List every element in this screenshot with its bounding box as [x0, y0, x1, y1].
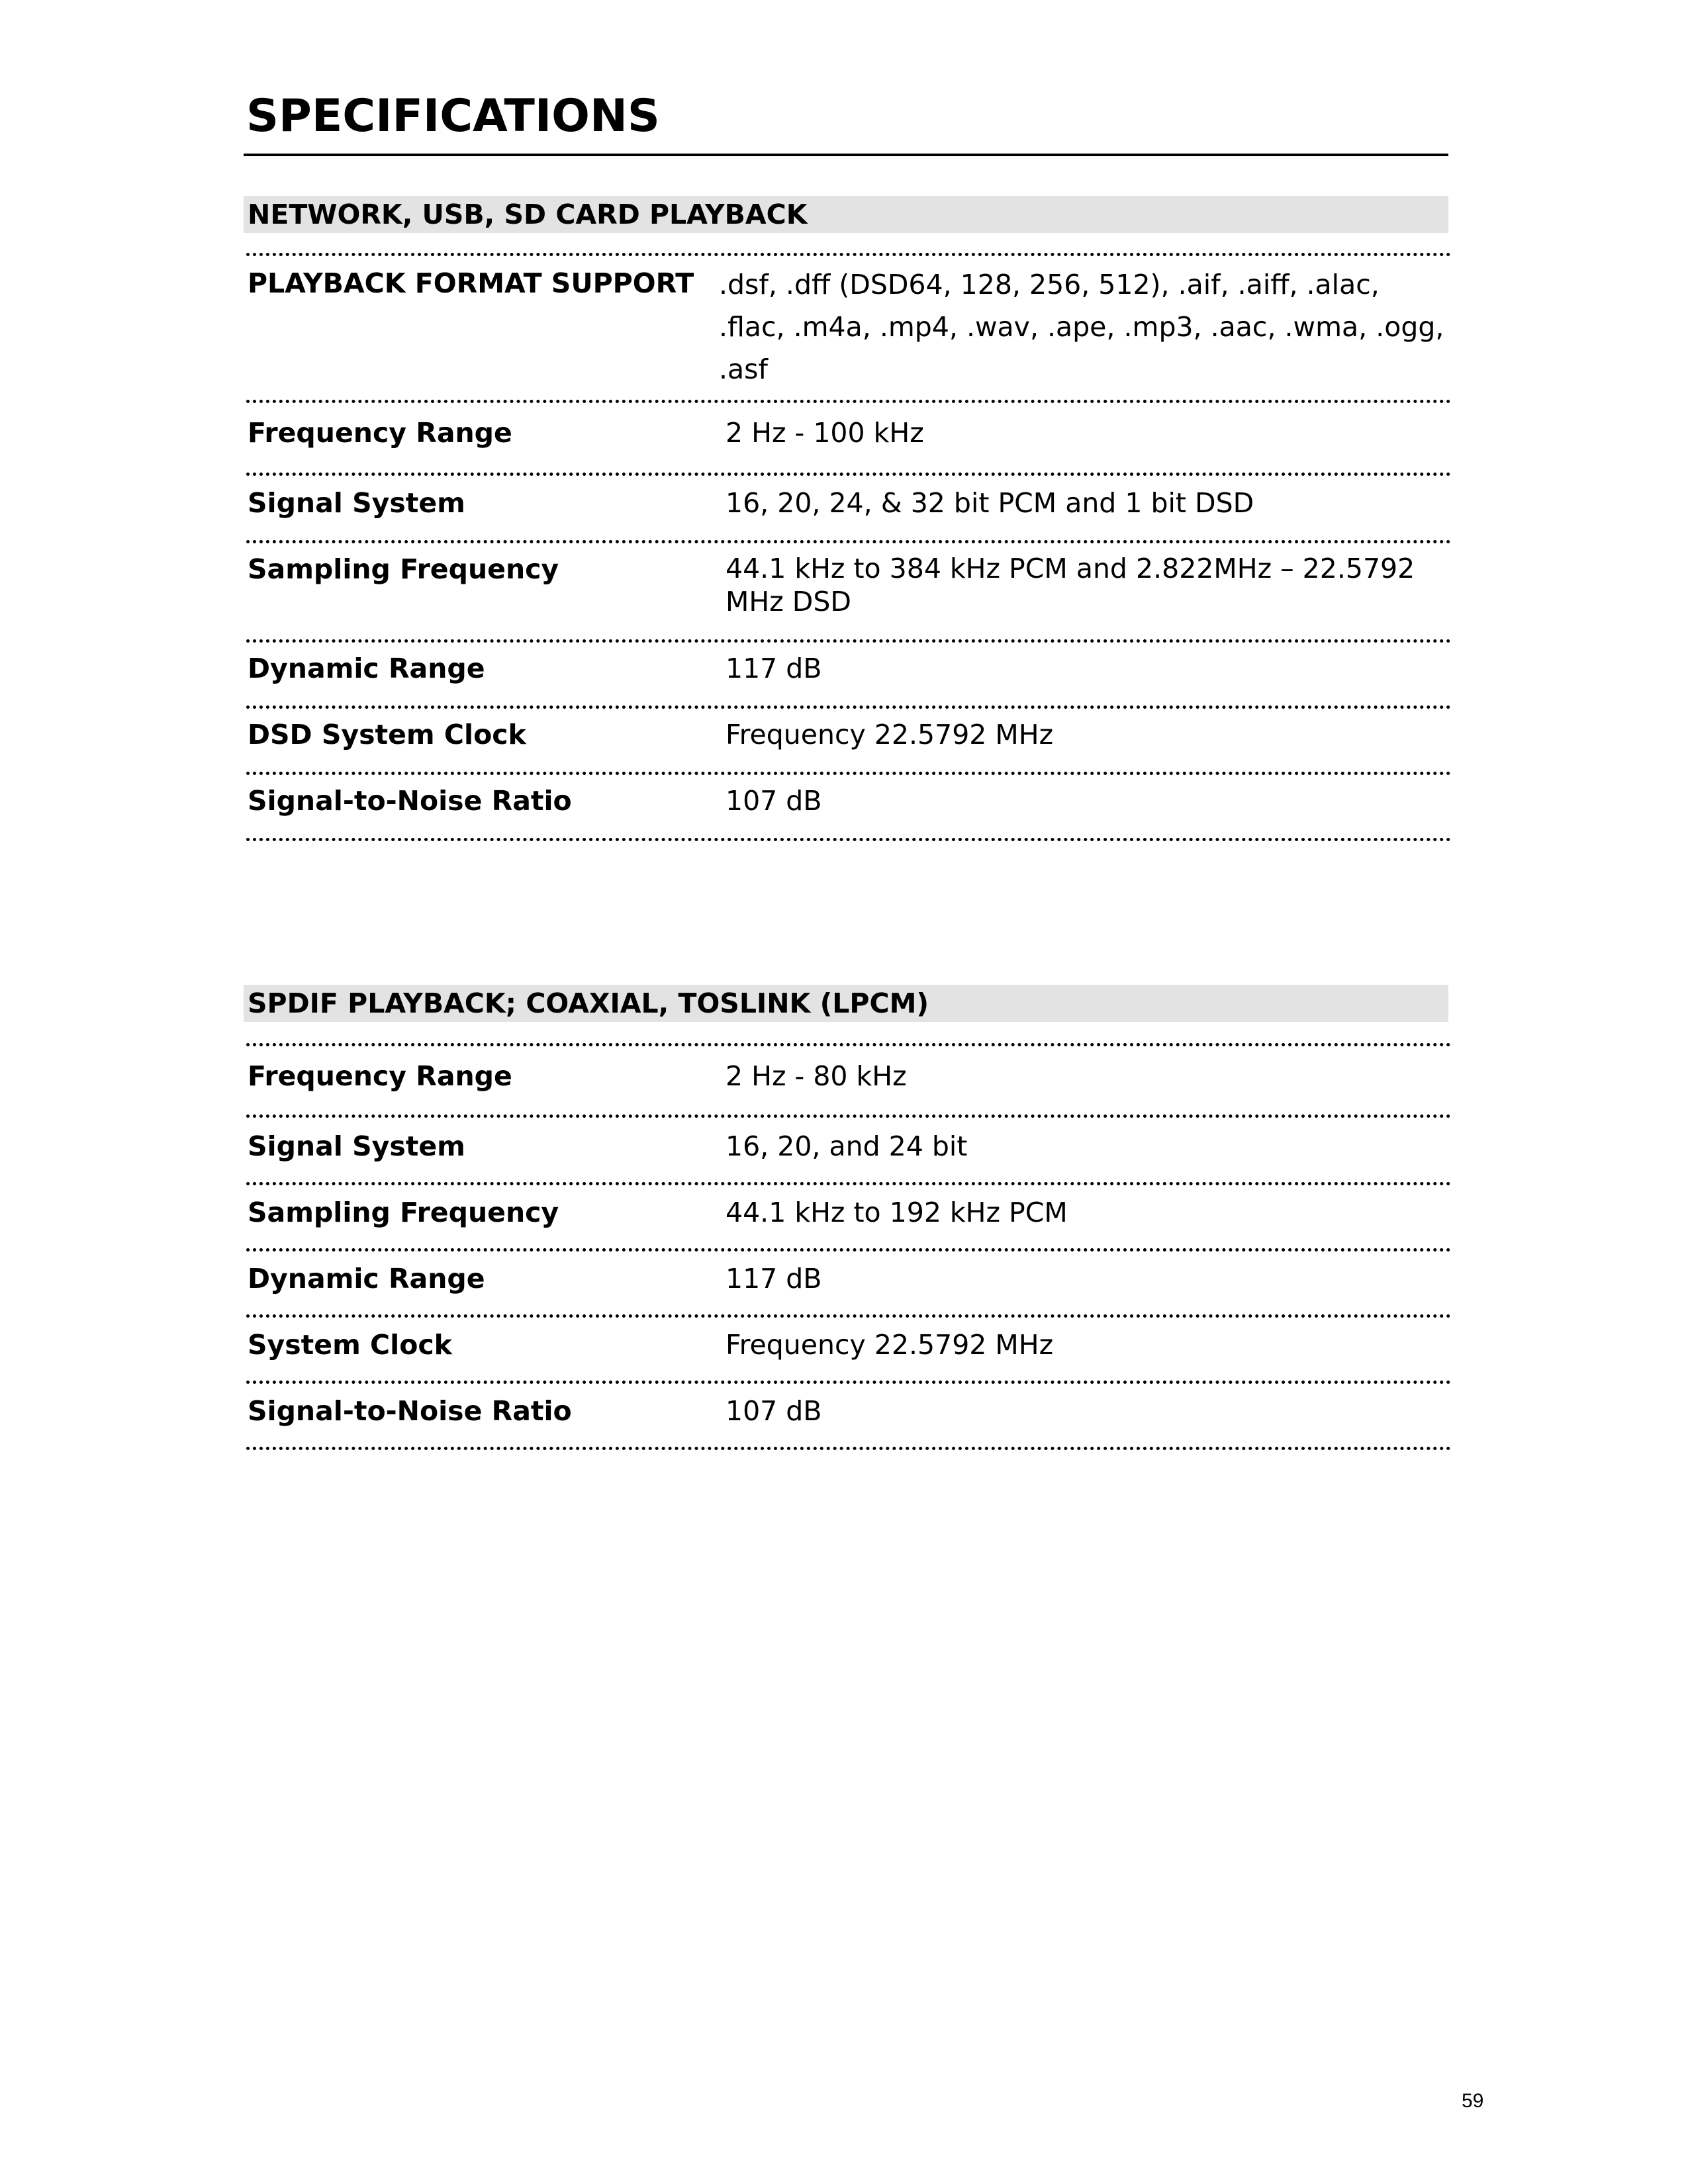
dotted-separator	[246, 1447, 1451, 1450]
spec-label-playback-format-support: PLAYBACK FORMAT SUPPORT	[248, 267, 694, 299]
dotted-separator	[246, 1381, 1451, 1384]
spec-value-frequency-range: 2 Hz - 80 kHz	[726, 1060, 907, 1092]
section-header-spdif: SPDIF PLAYBACK; COAXIAL, TOSLINK (LPCM)	[244, 985, 1448, 1022]
spec-value-signal-system: 16, 20, 24, & 32 bit PCM and 1 bit DSD	[726, 487, 1254, 519]
spec-value-dynamic-range: 117 dB	[726, 653, 822, 684]
spec-label-signal-system: Signal System	[248, 487, 465, 519]
spec-value-system-clock: Frequency 22.5792 MHz	[726, 1329, 1054, 1361]
page-number: 59	[1462, 2090, 1484, 2112]
spec-label-signal-to-noise-ratio: Signal-to-Noise Ratio	[248, 1395, 572, 1427]
spec-value-signal-system: 16, 20, and 24 bit	[726, 1130, 968, 1162]
dotted-separator	[246, 1182, 1451, 1185]
spec-value-signal-to-noise-ratio: 107 dB	[726, 1395, 822, 1427]
page-title: SPECIFICATIONS	[246, 90, 660, 142]
spec-label-sampling-frequency: Sampling Frequency	[248, 1197, 559, 1228]
spec-label-signal-system: Signal System	[248, 1130, 465, 1162]
dotted-separator	[246, 1115, 1451, 1118]
spec-label-dynamic-range: Dynamic Range	[248, 1263, 485, 1295]
dotted-separator	[246, 1314, 1451, 1318]
spec-label-dynamic-range: Dynamic Range	[248, 653, 485, 684]
dotted-separator	[246, 639, 1451, 643]
spec-value-signal-to-noise-ratio: 107 dB	[726, 785, 822, 817]
dotted-separator	[246, 1043, 1451, 1046]
dotted-separator	[246, 772, 1451, 775]
spec-label-frequency-range: Frequency Range	[248, 1060, 512, 1092]
spec-label-dsd-system-clock: DSD System Clock	[248, 719, 526, 751]
spec-value-playback-format-support: .dsf, .dff (DSD64, 128, 256, 512), .aif, .aiff, .alac, .flac, .m4a, .mp4, .wav, .ape, .mp3, .aac, .wma, .ogg, .asf	[719, 269, 1444, 385]
dotted-separator	[246, 400, 1451, 403]
dotted-separator	[246, 253, 1451, 256]
dotted-separator	[246, 540, 1451, 543]
spec-value-dsd-system-clock: Frequency 22.5792 MHz	[726, 719, 1054, 751]
section-header-network-usb-sd: NETWORK, USB, SD CARD PLAYBACK	[244, 196, 1448, 233]
spec-label-frequency-range: Frequency Range	[248, 417, 512, 449]
title-rule	[244, 154, 1448, 156]
spec-label-system-clock: System Clock	[248, 1329, 452, 1361]
dotted-separator	[246, 1248, 1451, 1251]
spec-value-frequency-range: 2 Hz - 100 kHz	[726, 417, 924, 449]
dotted-separator	[246, 705, 1451, 709]
spec-value-dynamic-range: 117 dB	[726, 1263, 822, 1295]
dotted-separator	[246, 838, 1451, 841]
dotted-separator	[246, 473, 1451, 476]
spec-label-sampling-frequency: Sampling Frequency	[248, 553, 559, 585]
spec-value-sampling-frequency: 44.1 kHz to 384 kHz PCM and 2.822MHz – 22.5792 MHz DSD	[726, 553, 1415, 617]
spec-label-signal-to-noise-ratio: Signal-to-Noise Ratio	[248, 785, 572, 817]
spec-value-sampling-frequency: 44.1 kHz to 192 kHz PCM	[726, 1197, 1068, 1228]
